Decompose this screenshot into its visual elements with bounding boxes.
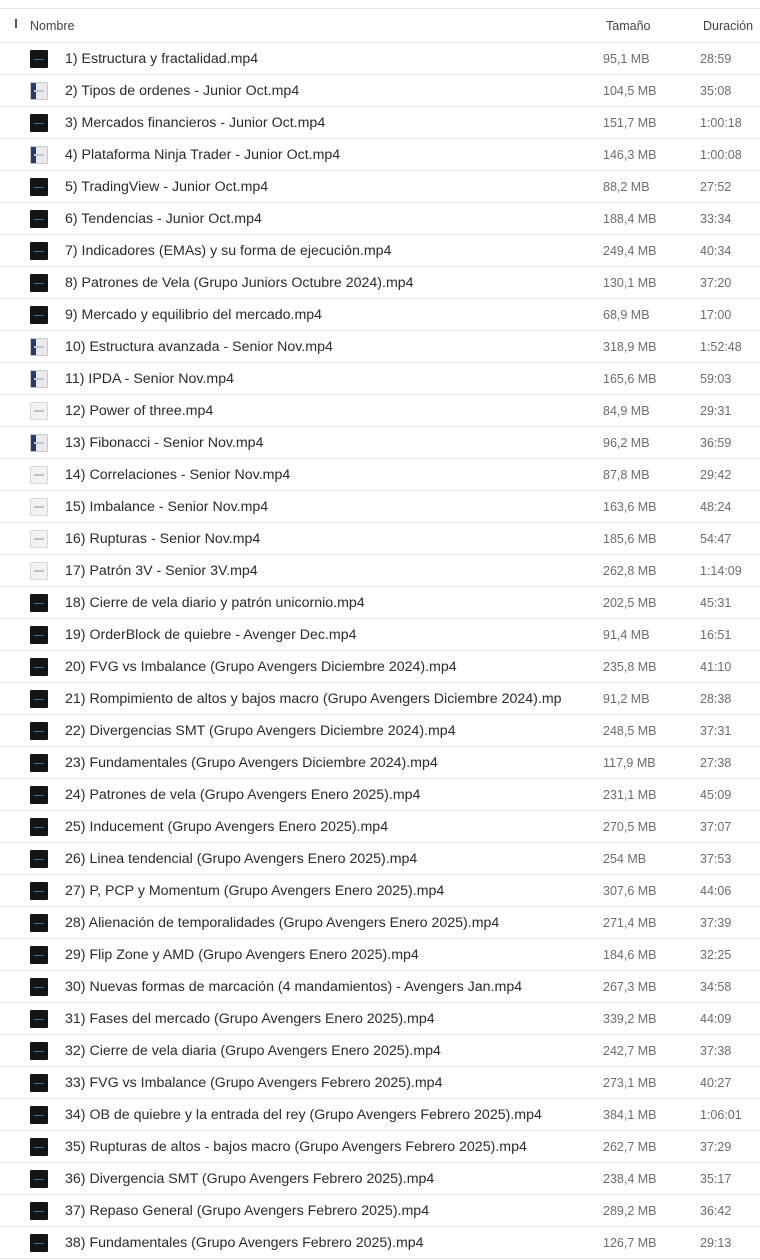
file-row[interactable] — [0, 299, 760, 331]
thumbnail-cell — [0, 370, 65, 388]
thumbnail-cell — [0, 1170, 65, 1188]
file-duration: 44:06 — [700, 883, 732, 898]
file-duration: 1:52:48 — [700, 339, 742, 354]
file-row[interactable] — [0, 1067, 760, 1099]
file-duration: 32:25 — [700, 947, 732, 962]
file-duration: 35:17 — [700, 1171, 732, 1186]
file-row[interactable] — [0, 171, 760, 203]
file-row[interactable] — [0, 1163, 760, 1195]
file-row[interactable] — [0, 875, 760, 907]
thumbnail-cell — [0, 594, 65, 612]
file-duration: 33:34 — [700, 211, 732, 226]
file-name[interactable]: 18) Cierre de vela diario y patrón unicornio.mp4 — [65, 594, 365, 611]
thumbnail-cell — [0, 850, 65, 868]
file-duration: 37:53 — [700, 851, 732, 866]
video-thumbnail-icon — [30, 274, 48, 292]
video-thumbnail-icon — [30, 402, 48, 420]
column-header-size[interactable]: Tamaño — [606, 18, 651, 33]
thumbnail-cell — [0, 722, 65, 740]
file-size: 289,2 MB — [603, 1203, 657, 1218]
file-row[interactable] — [0, 1195, 760, 1227]
file-name[interactable]: 35) Rupturas de altos - bajos macro (Grupo Avengers Febrero 2025).mp4 — [65, 1138, 527, 1155]
file-name[interactable]: 22) Divergencias SMT (Grupo Avengers Diciembre 2024).mp4 — [65, 722, 456, 739]
thumbnail-cell — [0, 754, 65, 772]
file-row[interactable] — [0, 843, 760, 875]
file-row[interactable] — [0, 203, 760, 235]
file-duration: 35:08 — [700, 83, 732, 98]
video-thumbnail-icon — [30, 434, 48, 452]
thumbnail-cell — [0, 114, 65, 132]
file-name[interactable]: 32) Cierre de vela diaria (Grupo Avengers Enero 2025).mp4 — [65, 1042, 441, 1059]
thumbnail-cell — [0, 82, 65, 100]
file-row[interactable] — [0, 715, 760, 747]
file-row[interactable] — [0, 1131, 760, 1163]
video-thumbnail-icon — [30, 530, 48, 548]
thumbnail-cell — [0, 210, 65, 228]
file-duration: 34:58 — [700, 979, 732, 994]
file-size: 117,9 MB — [603, 755, 656, 770]
file-row[interactable] — [0, 75, 760, 107]
video-thumbnail-icon — [30, 114, 48, 132]
file-size: 84,9 MB — [603, 403, 650, 418]
video-thumbnail-icon — [30, 914, 48, 932]
file-name[interactable]: 34) OB de quiebre y la entrada del rey (Grupo Avengers Febrero 2025).mp4 — [65, 1106, 542, 1123]
file-name[interactable]: 7) Indicadores (EMAs) y su forma de ejecución.mp4 — [65, 242, 392, 259]
video-thumbnail-icon — [30, 850, 48, 868]
file-size: 88,2 MB — [603, 179, 650, 194]
file-name[interactable]: 31) Fases del mercado (Grupo Avengers Enero 2025).mp4 — [65, 1010, 435, 1027]
file-name[interactable]: 6) Tendencias - Junior Oct.mp4 — [65, 210, 262, 227]
file-name[interactable]: 15) Imbalance - Senior Nov.mp4 — [65, 498, 269, 515]
video-thumbnail-icon — [30, 498, 48, 516]
thumbnail-cell — [0, 178, 65, 196]
video-thumbnail-icon — [30, 1170, 48, 1188]
file-duration: 45:31 — [700, 595, 732, 610]
file-name[interactable]: 3) Mercados financieros - Junior Oct.mp4 — [65, 114, 326, 131]
file-size: 163,6 MB — [603, 499, 657, 514]
file-size: 273,1 MB — [603, 1075, 657, 1090]
video-thumbnail-icon — [30, 1138, 48, 1156]
file-duration: 37:20 — [700, 275, 732, 290]
file-row[interactable] — [0, 107, 760, 139]
file-row[interactable] — [0, 1227, 760, 1259]
file-duration: 1:00:18 — [700, 115, 742, 130]
file-size: 231,1 MB — [603, 787, 657, 802]
video-thumbnail-icon — [30, 626, 48, 644]
file-size: 238,4 MB — [603, 1171, 657, 1186]
file-name[interactable]: 2) Tipos de ordenes - Junior Oct.mp4 — [65, 82, 300, 99]
video-thumbnail-icon — [30, 946, 48, 964]
video-thumbnail-icon — [30, 370, 48, 388]
file-name[interactable]: 14) Correlaciones - Senior Nov.mp4 — [65, 466, 291, 483]
video-thumbnail-icon — [30, 242, 48, 260]
file-size: 235,8 MB — [603, 659, 657, 674]
file-row[interactable] — [0, 1035, 760, 1067]
file-row[interactable] — [0, 235, 760, 267]
file-duration: 40:34 — [700, 243, 732, 258]
file-size: 307,6 MB — [603, 883, 657, 898]
file-duration: 36:42 — [700, 1203, 732, 1218]
thumbnail-cell — [0, 50, 65, 68]
file-duration: 37:39 — [700, 915, 732, 930]
file-name[interactable]: 5) TradingView - Junior Oct.mp4 — [65, 178, 269, 195]
video-thumbnail-icon — [30, 146, 48, 164]
thumbnail-cell — [0, 1202, 65, 1220]
file-size: 104,5 MB — [603, 83, 657, 98]
file-size: 87,8 MB — [603, 467, 650, 482]
video-thumbnail-icon — [30, 1106, 48, 1124]
file-list — [0, 8, 760, 1259]
file-row[interactable] — [0, 939, 760, 971]
file-duration: 27:38 — [700, 755, 732, 770]
file-size: 184,6 MB — [603, 947, 657, 962]
file-row[interactable] — [0, 747, 760, 779]
sort-caret-icon[interactable] — [0, 8, 30, 43]
file-duration: 28:59 — [700, 51, 732, 66]
file-duration: 1:14:09 — [700, 563, 742, 578]
file-size: 270,5 MB — [603, 819, 657, 834]
file-duration: 36:59 — [700, 435, 732, 450]
video-thumbnail-icon — [30, 210, 48, 228]
thumbnail-cell — [0, 338, 65, 356]
thumbnail-cell — [0, 242, 65, 260]
file-size: 126,7 MB — [603, 1235, 657, 1250]
video-thumbnail-icon — [30, 466, 48, 484]
file-duration: 48:24 — [700, 499, 732, 514]
thumbnail-cell — [0, 1234, 65, 1252]
file-name[interactable]: 20) FVG vs Imbalance (Grupo Avengers Diciembre 2024).mp4 — [65, 658, 457, 675]
file-row[interactable] — [0, 459, 760, 491]
file-row[interactable] — [0, 43, 760, 75]
file-name[interactable]: 25) Inducement (Grupo Avengers Enero 2025).mp4 — [65, 818, 389, 835]
thumbnail-cell — [0, 466, 65, 484]
file-name[interactable]: 33) FVG vs Imbalance (Grupo Avengers Febrero 2025).mp4 — [65, 1074, 443, 1091]
file-size: 91,2 MB — [603, 691, 650, 706]
thumbnail-cell — [0, 1010, 65, 1028]
file-size: 151,7 MB — [603, 115, 657, 130]
video-thumbnail-icon — [30, 562, 48, 580]
thumbnail-cell — [0, 498, 65, 516]
video-thumbnail-icon — [30, 1042, 48, 1060]
thumbnail-cell — [0, 786, 65, 804]
file-size: 185,6 MB — [603, 531, 657, 546]
file-row[interactable] — [0, 811, 760, 843]
video-thumbnail-icon — [30, 978, 48, 996]
video-thumbnail-icon — [30, 690, 48, 708]
video-thumbnail-icon — [30, 82, 48, 100]
file-name[interactable]: 23) Fundamentales (Grupo Avengers Diciembre 2024).mp4 — [65, 754, 438, 771]
thumbnail-cell — [0, 530, 65, 548]
video-thumbnail-icon — [30, 50, 48, 68]
file-duration: 37:38 — [700, 1043, 732, 1058]
video-thumbnail-icon — [30, 178, 48, 196]
file-size: 130,1 MB — [603, 275, 657, 290]
file-name[interactable]: 26) Linea tendencial (Grupo Avengers Enero 2025).mp4 — [65, 850, 418, 867]
file-name[interactable]: 9) Mercado y equilibrio del mercado.mp4 — [65, 306, 323, 323]
file-name[interactable]: 29) Flip Zone y AMD (Grupo Avengers Enero 2025).mp4 — [65, 946, 419, 963]
file-list-header — [0, 8, 760, 43]
file-row[interactable] — [0, 555, 760, 587]
video-thumbnail-icon — [30, 338, 48, 356]
thumbnail-cell — [0, 434, 65, 452]
file-name[interactable]: 11) IPDA - Senior Nov.mp4 — [65, 370, 235, 387]
file-row[interactable] — [0, 907, 760, 939]
thumbnail-cell — [0, 1042, 65, 1060]
file-duration: 1:00:08 — [700, 147, 742, 162]
file-row[interactable] — [0, 619, 760, 651]
file-size: 249,4 MB — [603, 243, 657, 258]
file-duration: 37:31 — [700, 723, 732, 738]
video-thumbnail-icon — [30, 1202, 48, 1220]
file-size: 165,6 MB — [603, 371, 657, 386]
file-row[interactable] — [0, 971, 760, 1003]
file-duration: 27:52 — [700, 179, 732, 194]
file-size: 68,9 MB — [603, 307, 650, 322]
file-duration: 29:42 — [700, 467, 732, 482]
video-thumbnail-icon — [30, 754, 48, 772]
file-duration: 37:29 — [700, 1139, 732, 1154]
file-row[interactable] — [0, 1003, 760, 1035]
file-row[interactable] — [0, 491, 760, 523]
file-size: 384,1 MB — [603, 1107, 657, 1122]
file-duration: 16:51 — [700, 627, 732, 642]
video-thumbnail-icon — [30, 786, 48, 804]
file-row[interactable] — [0, 139, 760, 171]
thumbnail-cell — [0, 306, 65, 324]
file-duration: 37:07 — [700, 819, 732, 834]
file-duration: 41:10 — [700, 659, 732, 674]
file-duration: 29:31 — [700, 403, 732, 418]
file-size: 242,7 MB — [603, 1043, 657, 1058]
thumbnail-cell — [0, 978, 65, 996]
file-name[interactable]: 36) Divergencia SMT (Grupo Avengers Febrero 2025).mp4 — [65, 1170, 435, 1187]
file-size: 254 MB — [603, 851, 647, 866]
file-duration: 40:27 — [700, 1075, 732, 1090]
video-thumbnail-icon — [30, 1234, 48, 1252]
thumbnail-cell — [0, 658, 65, 676]
video-thumbnail-icon — [30, 658, 48, 676]
file-name[interactable]: 4) Plataforma Ninja Trader - Junior Oct.mp4 — [65, 146, 341, 163]
file-row[interactable] — [0, 427, 760, 459]
file-row[interactable] — [0, 779, 760, 811]
file-duration: 44:09 — [700, 1011, 732, 1026]
file-row[interactable] — [0, 1099, 760, 1131]
file-name[interactable]: 10) Estructura avanzada - Senior Nov.mp4 — [65, 338, 333, 355]
file-name[interactable]: 38) Fundamentales (Grupo Avengers Febrero 2025).mp4 — [65, 1234, 424, 1251]
video-thumbnail-icon — [30, 1010, 48, 1028]
file-size: 262,7 MB — [603, 1139, 657, 1154]
file-size: 188,4 MB — [603, 211, 657, 226]
file-size: 91,4 MB — [603, 627, 650, 642]
file-row[interactable] — [0, 331, 760, 363]
video-thumbnail-icon — [30, 882, 48, 900]
video-thumbnail-icon — [30, 722, 48, 740]
thumbnail-cell — [0, 690, 65, 708]
thumbnail-cell — [0, 1106, 65, 1124]
file-duration: 45:09 — [700, 787, 732, 802]
file-rows — [0, 43, 760, 1259]
file-size: 96,2 MB — [603, 435, 650, 450]
file-size: 318,9 MB — [603, 339, 657, 354]
thumbnail-cell — [0, 1074, 65, 1092]
file-row[interactable] — [0, 587, 760, 619]
file-duration: 28:38 — [700, 691, 732, 706]
file-row[interactable] — [0, 523, 760, 555]
file-row[interactable] — [0, 683, 760, 715]
file-name[interactable]: 19) OrderBlock de quiebre - Avenger Dec.mp4 — [65, 626, 357, 643]
file-duration: 59:03 — [700, 371, 732, 386]
file-size: 271,4 MB — [603, 915, 657, 930]
file-duration: 54:47 — [700, 531, 732, 546]
file-size: 202,5 MB — [603, 595, 657, 610]
thumbnail-cell — [0, 818, 65, 836]
file-name[interactable]: 37) Repaso General (Grupo Avengers Febrero 2025).mp4 — [65, 1202, 430, 1219]
file-duration: 17:00 — [700, 307, 732, 322]
thumbnail-cell — [0, 402, 65, 420]
thumbnail-cell — [0, 274, 65, 292]
file-name[interactable]: 12) Power of three.mp4 — [65, 402, 214, 419]
file-name[interactable]: 30) Nuevas formas de marcación (4 mandamientos) - Avengers Jan.mp4 — [65, 978, 523, 995]
file-row[interactable] — [0, 363, 760, 395]
file-row[interactable] — [0, 651, 760, 683]
file-size: 248,5 MB — [603, 723, 657, 738]
file-row[interactable] — [0, 267, 760, 299]
thumbnail-cell — [0, 914, 65, 932]
file-name[interactable]: 28) Alienación de temporalidades (Grupo Avengers Enero 2025).mp4 — [65, 914, 500, 931]
video-thumbnail-icon — [30, 1074, 48, 1092]
file-name[interactable]: 24) Patrones de vela (Grupo Avengers Enero 2025).mp4 — [65, 786, 421, 803]
file-name[interactable]: 17) Patrón 3V - Senior 3V.mp4 — [65, 562, 258, 579]
file-row[interactable] — [0, 395, 760, 427]
thumbnail-cell — [0, 562, 65, 580]
thumbnail-cell — [0, 946, 65, 964]
video-thumbnail-icon — [30, 594, 48, 612]
column-header-duration[interactable]: Duración — [703, 18, 754, 33]
thumbnail-cell — [0, 1138, 65, 1156]
thumbnail-cell — [0, 146, 65, 164]
thumbnail-cell — [0, 882, 65, 900]
thumbnail-cell — [0, 626, 65, 644]
file-name[interactable]: 27) P, PCP y Momentum (Grupo Avengers Enero 2025).mp4 — [65, 882, 445, 899]
file-name[interactable]: 13) Fibonacci - Senior Nov.mp4 — [65, 434, 264, 451]
video-thumbnail-icon — [30, 818, 48, 836]
column-header-name[interactable]: Nombre — [30, 18, 75, 33]
video-thumbnail-icon — [30, 306, 48, 324]
file-size: 262,8 MB — [603, 563, 657, 578]
file-size: 339,2 MB — [603, 1011, 657, 1026]
file-duration: 29:13 — [700, 1235, 732, 1250]
file-name[interactable]: 21) Rompimiento de altos y bajos macro (Grupo Avengers Diciembre 2024).mp — [65, 690, 562, 707]
file-size: 267,3 MB — [603, 979, 657, 994]
file-name[interactable]: 1) Estructura y fractalidad.mp4 — [65, 50, 259, 67]
file-name[interactable]: 8) Patrones de Vela (Grupo Juniors Octubre 2024).mp4 — [65, 274, 414, 291]
file-size: 146,3 MB — [603, 147, 657, 162]
file-name[interactable]: 16) Rupturas - Senior Nov.mp4 — [65, 530, 261, 547]
file-size: 95,1 MB — [603, 51, 650, 66]
file-duration: 1:06:01 — [700, 1107, 742, 1122]
